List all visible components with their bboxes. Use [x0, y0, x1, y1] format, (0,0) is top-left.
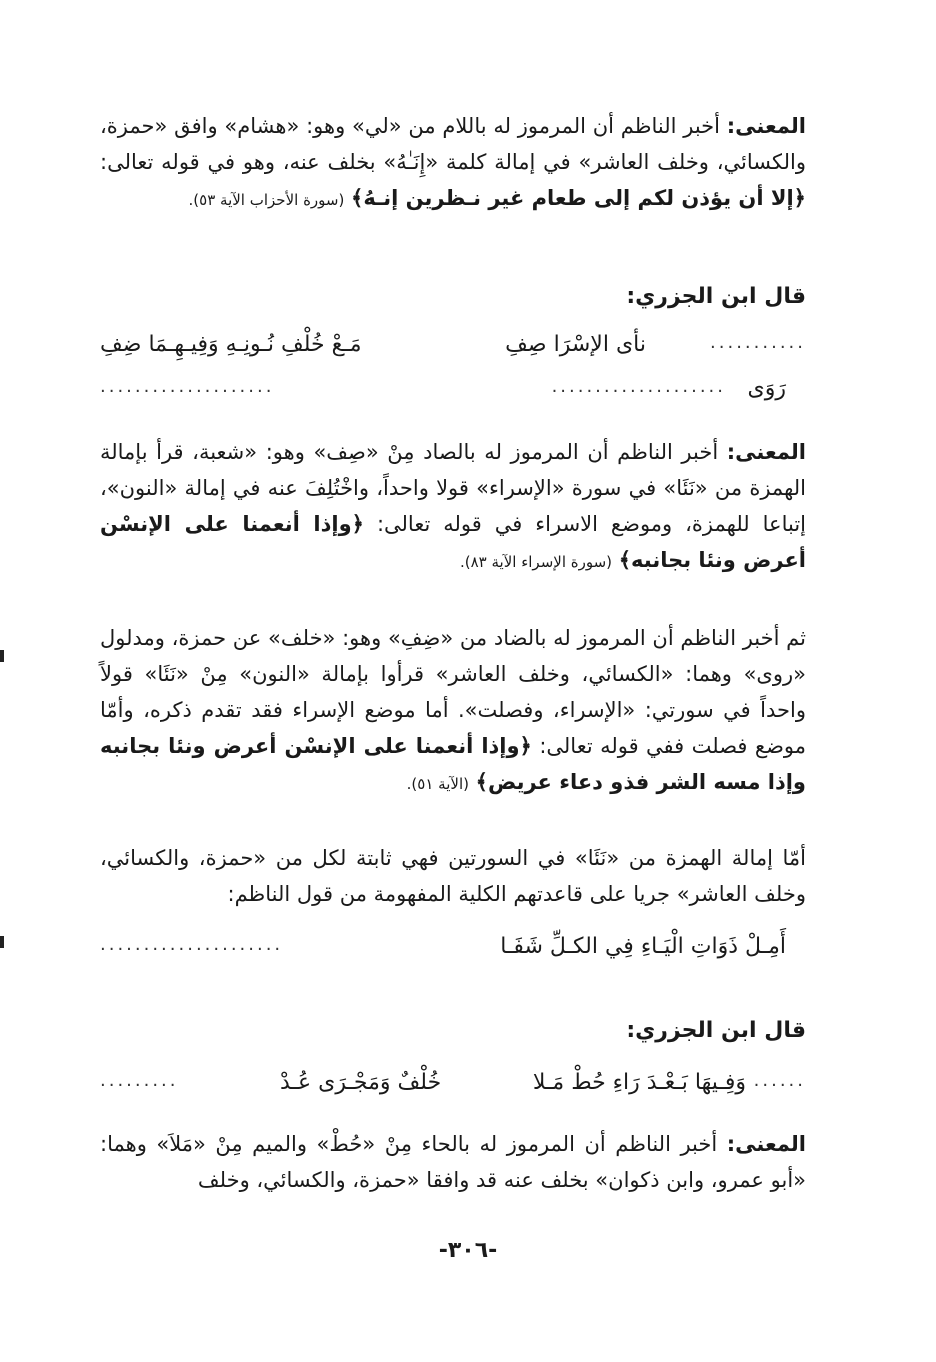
paragraph-text: أخبر الناظم أن المرموز له بالحاء مِنْ «حُطْ» والميم مِنْ «مَلاَ» وهما: «أبو عمرو، وابن ذكوان» بخلف عنه قد وافقا «حمزة، والكسائي، وخلف: [100, 1132, 806, 1192]
scan-edge-mark: [0, 650, 4, 662]
section-heading-2: قال ابن الجزري:: [626, 1018, 806, 1043]
quran-reference: (سورة الإسراء الآية ٨٣).: [459, 553, 613, 571]
verse-dots: ...........: [710, 332, 806, 353]
paragraph-text: أخبر الناظم أن المرموز له بالصاد مِنْ «صِف» وهو: «شعبة، قرأ بإمالة الهمزة من «نَئَا» في سورة «الإسراء» قولا واحداً، واخْتُلِفَ عنه في إمالة «النون»، إتباعا للهمزة، وموضع الاسراء في قوله تعالى:: [100, 440, 806, 536]
scan-edge-mark: [0, 936, 4, 948]
verse-dots: ......: [753, 1070, 806, 1091]
meaning-paragraph-5: [100, 1126, 806, 1198]
meaning-label: المعنى:: [726, 114, 806, 138]
verse-dots: ....................: [551, 376, 726, 397]
verse-hemistich-right: أَمِـلْ ذَوَاتِ الْيَـاءِ فِي الكـلِّ شَفَـا: [500, 934, 786, 959]
poem-verse-line-3: [100, 934, 806, 974]
verse-hemistich-left: خُلْفٌ وَمَجْـرَى عُـدْ: [280, 1070, 442, 1095]
verse-hemistich-left: مَـعْ خُلْفِ نُـونِـهِ وَفِيـهِـمَا ضِفِ: [100, 332, 362, 357]
page-number: -٣٠٦-: [438, 1238, 498, 1263]
verse-hemistich-right: وَفِـيهَا بَـعْـدَ رَاءِ حُطْ مَـلا: [532, 1070, 746, 1095]
verse-hemistich-right: رَوَى: [747, 376, 786, 401]
explanation-paragraph-3: [100, 620, 806, 802]
meaning-label: المعنى:: [726, 1132, 806, 1156]
paragraph-text: أمّا إمالة الهمزة من «نَئَا» في السورتين فهي ثابتة لكل من «حمزة، والكسائي، وخلف العاشر» جريا على قاعدتهم الكلية المفهومة من قول الناظم:: [100, 846, 806, 906]
meaning-label: المعنى:: [726, 440, 806, 464]
poem-verse-line-4: [100, 1070, 806, 1110]
quran-verse: ﴿وإذا أنعمنا على الإنسْن أعرض ونئا بجانبه وإذا مسه الشر فذو دعاء عريض﴾: [100, 734, 806, 794]
verse-hemistich-right: نأى الإسْرَا صِفِ: [505, 332, 646, 357]
quran-verse: ﴿وإذا أنعمنا على الإنسْن أعرض ونئا بجانبه﴾: [100, 512, 806, 572]
poem-verse-line-1: [100, 332, 806, 372]
quran-reference: (سورة الأحزاب الآية ٥٣).: [188, 191, 345, 209]
quran-verse: ﴿إلا أن يؤذن لكم إلى طعام غير نـظرين إنـهُ﴾: [351, 186, 806, 210]
section-heading-1: قال ابن الجزري:: [626, 284, 806, 309]
poem-verse-line-2: [100, 376, 806, 416]
verse-dots: .........: [100, 1070, 179, 1091]
meaning-paragraph-1: [100, 108, 806, 218]
meaning-paragraph-2: [100, 434, 806, 580]
quran-reference: (الآية ٥١).: [406, 775, 469, 793]
verse-dots: .....................: [100, 934, 284, 955]
explanation-paragraph-4: [100, 840, 806, 912]
paragraph-text: أخبر الناظم أن المرموز له باللام من «لي» وهو: «هشام» وافق «حمزة، والكسائي، وخلف العاشر» في إمالة كلمة «إِنَـٰهُ» بخلف عنه، وهو في قوله تعالى:: [100, 114, 806, 174]
verse-dots: ....................: [100, 376, 275, 397]
paragraph-text: ثم أخبر الناظم أن المرموز له بالضاد من «ضِفِ» وهو: «خلف» عن حمزة، ومدلول «روى» وهما: «الكسائي، وخلف العاشر» قرأوا بإمالة «النون» مِنْ «نَئَا» قولاً واحداً في سورتي: «الإسراء، وفصلت». أما موضع الإسراء فقد تقدم ذكره، وأمّا موضع فصلت ففي قوله تعالى:: [100, 626, 806, 758]
